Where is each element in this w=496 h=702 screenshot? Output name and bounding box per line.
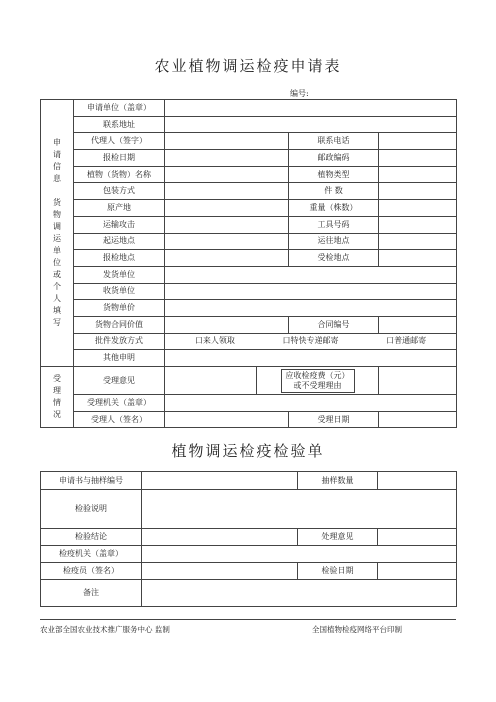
label-handling: 处理意见 xyxy=(298,529,378,546)
label-inspect-place: 报检地点 xyxy=(74,250,165,267)
form-title: 农业植物调运检疫申请表 xyxy=(154,57,342,75)
label-sample-no: 申请书与抽样编号 xyxy=(41,472,142,490)
label-dest-place: 运往地点 xyxy=(289,233,379,250)
label-receiver: 收货单位 xyxy=(74,283,165,300)
label-agent: 代理人（签字） xyxy=(74,133,165,150)
field-inspect-result[interactable] xyxy=(142,529,298,546)
field-vehicle-no[interactable] xyxy=(379,216,457,233)
label-postcode: 邮政编码 xyxy=(289,150,379,167)
page-footer xyxy=(40,619,456,634)
label-accept-inspect-place: 受检地点 xyxy=(289,250,379,267)
field-accept-org[interactable] xyxy=(165,395,457,412)
label-accept-date: 受理日期 xyxy=(289,411,379,428)
label-address: 联系地址 xyxy=(74,116,165,133)
option-express-checkbox[interactable]: 口特快专递邮寄 xyxy=(282,336,339,346)
label-phone: 联系电话 xyxy=(289,133,379,150)
label-applicant-unit: 申请单位（盖章） xyxy=(74,100,165,117)
label-inspect-desc: 检验说明 xyxy=(41,490,142,529)
field-accept-date[interactable] xyxy=(379,411,457,428)
label-goods-price: 货物单价 xyxy=(74,300,165,317)
field-inspect-place[interactable] xyxy=(165,250,289,267)
field-contract-value[interactable] xyxy=(165,316,289,333)
label-issue-method: 批件发放方式 xyxy=(74,333,165,350)
fee-label-cell xyxy=(257,367,379,395)
footer-printer: 全国植物检疫网络平台印制 xyxy=(312,625,402,634)
label-fee: 应收检疫费（元） xyxy=(285,370,350,380)
field-packing[interactable] xyxy=(165,183,289,200)
field-apply-date[interactable] xyxy=(165,150,289,167)
field-receiver[interactable] xyxy=(165,283,457,300)
field-accept-opinion[interactable] xyxy=(165,367,257,395)
label-sender: 发货单位 xyxy=(74,266,165,283)
label-contract-value: 货物合同价值 xyxy=(74,316,165,333)
label-apply-date: 报检日期 xyxy=(74,150,165,167)
field-inspect-desc[interactable] xyxy=(142,490,457,529)
label-sample-qty: 抽样数量 xyxy=(298,472,378,490)
serial-number-label: 编号: xyxy=(290,89,309,98)
field-accept-person[interactable] xyxy=(165,411,289,428)
field-depart-place[interactable] xyxy=(165,233,289,250)
label-transport: 运输攻击 xyxy=(74,216,165,233)
option-pickup-checkbox[interactable]: 口来人领取 xyxy=(194,336,235,346)
label-vehicle-no: 工具号码 xyxy=(289,216,379,233)
field-dest-place[interactable] xyxy=(379,233,457,250)
label-weight: 重量（株数） xyxy=(289,200,379,217)
field-inspector[interactable] xyxy=(142,563,298,580)
field-origin[interactable] xyxy=(165,200,289,217)
label-plant-type: 植物类型 xyxy=(289,166,379,183)
label-accept-person: 受理人（签名） xyxy=(74,411,165,428)
label-remarks: 备注 xyxy=(41,580,142,607)
label-refuse-reason: 或不受理理由 xyxy=(293,380,342,390)
field-sample-no[interactable] xyxy=(142,472,298,490)
field-remarks[interactable] xyxy=(142,580,457,607)
label-inspector: 检疫员（签名） xyxy=(41,563,142,580)
field-contract-no[interactable] xyxy=(379,316,457,333)
field-handling[interactable] xyxy=(378,529,457,546)
label-accept-opinion: 受理意见 xyxy=(74,367,165,395)
label-contract-no: 合同编号 xyxy=(289,316,379,333)
label-depart-place: 起运地点 xyxy=(74,233,165,250)
label-other: 其他申明 xyxy=(74,350,165,367)
field-postcode[interactable] xyxy=(379,150,457,167)
field-sample-qty[interactable] xyxy=(378,472,457,490)
field-quarantine-org[interactable] xyxy=(142,546,457,563)
side-label-applicant-goods: 申 请 信 息 货 物 调 运 单 位 或 个 人 填 写 xyxy=(41,100,74,367)
field-goods-price[interactable] xyxy=(165,300,457,317)
inspection-table xyxy=(40,471,457,607)
field-other[interactable] xyxy=(165,350,457,367)
label-quarantine-org: 检疫机关（盖章） xyxy=(41,546,142,563)
field-agent[interactable] xyxy=(165,133,289,150)
field-accept-inspect-place[interactable] xyxy=(379,250,457,267)
field-inspect-date[interactable] xyxy=(378,563,457,580)
label-origin: 原产地 xyxy=(74,200,165,217)
application-table xyxy=(40,99,457,428)
footer-supervisor: 农业部全国农业技术推广服务中心 监制 xyxy=(40,625,170,634)
field-weight[interactable] xyxy=(379,200,457,217)
field-applicant-unit[interactable] xyxy=(165,100,457,117)
inspection-form-title: 植物调运检疫检验单 xyxy=(171,442,325,460)
side-label-acceptance: 受 理 情 况 xyxy=(41,367,74,428)
field-address[interactable] xyxy=(165,116,457,133)
label-pieces: 件 数 xyxy=(289,183,379,200)
field-plant-name[interactable] xyxy=(165,166,289,183)
label-packing: 包装方式 xyxy=(74,183,165,200)
field-fee[interactable] xyxy=(379,367,457,395)
label-inspect-result: 检验结论 xyxy=(41,529,142,546)
option-regular-mail-checkbox[interactable]: 口普通邮寄 xyxy=(386,336,427,346)
field-pieces[interactable] xyxy=(379,183,457,200)
field-plant-type[interactable] xyxy=(379,166,457,183)
label-inspect-date: 检验日期 xyxy=(298,563,378,580)
field-transport[interactable] xyxy=(165,216,289,233)
label-accept-org: 受理机关（盖章） xyxy=(74,395,165,412)
issue-method-options xyxy=(165,333,457,350)
label-plant-name: 植物（货物）名称 xyxy=(74,166,165,183)
field-phone[interactable] xyxy=(379,133,457,150)
field-sender[interactable] xyxy=(165,266,457,283)
